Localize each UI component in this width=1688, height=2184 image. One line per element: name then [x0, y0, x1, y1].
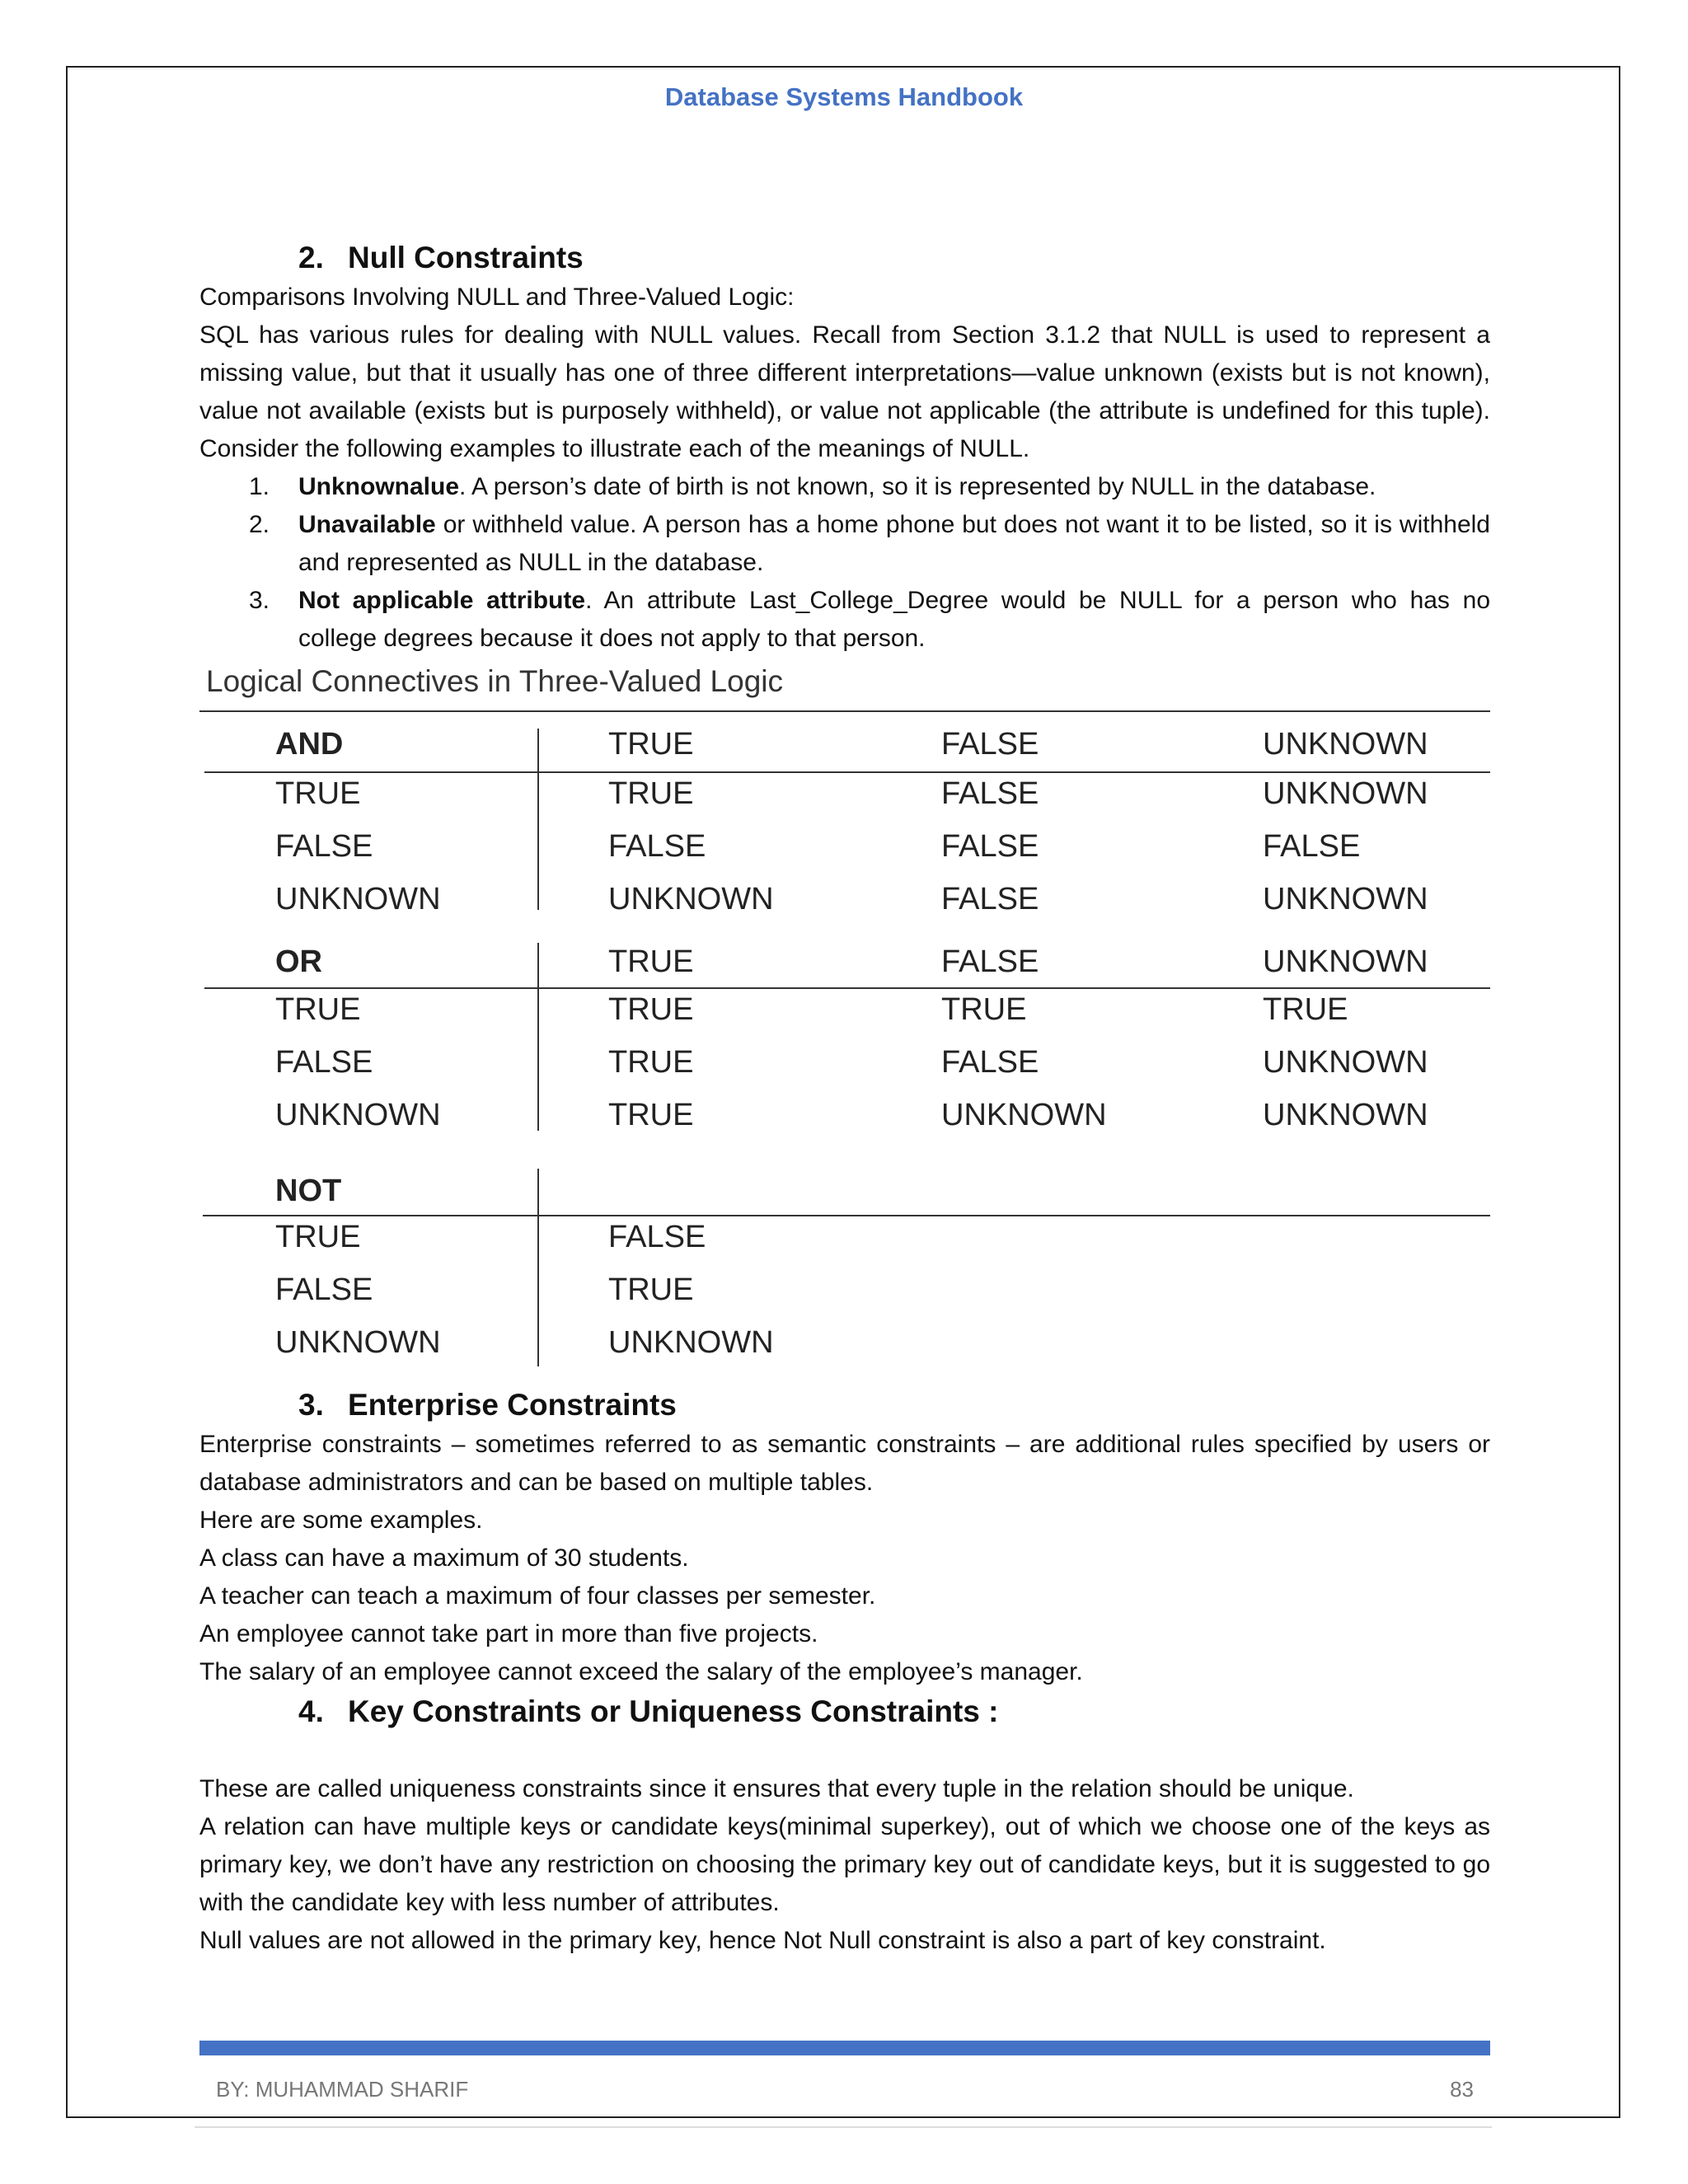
table-cell: FALSE: [608, 1220, 706, 1254]
table-cell: FALSE: [608, 829, 706, 864]
list-number: 3.: [249, 587, 270, 614]
table-cell: UNKNOWN: [1263, 882, 1428, 916]
page-bottom-rule: [195, 2126, 1492, 2128]
paragraph: A class can have a maximum of 30 students.: [199, 1544, 689, 1572]
table-cell: TRUE: [275, 776, 361, 811]
table-cell: UNKNOWN: [1263, 944, 1428, 979]
footer-bar: [199, 2041, 1490, 2055]
table-cell: TRUE: [608, 727, 694, 762]
table-cell: NOT: [275, 1174, 342, 1208]
list-item: [199, 506, 1490, 582]
handbook-title: Database Systems Handbook: [664, 82, 1024, 111]
table-cell: FALSE: [941, 727, 1039, 762]
table-cell: UNKNOWN: [275, 1098, 441, 1132]
paragraph: SQL has various rules for dealing with NULL values. Recall from Section 3.1.2 that NULL is used to represent a missing value, but that it usually has one of three different interpretations—value unknown (exists but is not known), value not available (exists but is purposely withheld), or value not applicable (the attribute is undefined for this tuple). Consider the following examples to illustrate each of the meanings of NULL.: [199, 321, 1490, 462]
table-cell: FALSE: [941, 1045, 1039, 1080]
table-cell: FALSE: [941, 776, 1039, 811]
table-cell: TRUE: [608, 992, 694, 1027]
table-cell: OR: [275, 944, 322, 979]
list-text: . An attribute Last_College_Degree would be NULL for a person who has no college degrees because it does not apply to that person.: [298, 587, 1491, 652]
list-text: or withheld value. A person has a home phone but does not want it to be listed, so it is withheld and represented as NULL in the database.: [298, 511, 1490, 576]
list-term: Unknownalue: [298, 473, 460, 500]
table-cell: FALSE: [941, 829, 1039, 864]
table-cell: FALSE: [275, 1045, 373, 1080]
column-divider: [537, 943, 539, 1131]
table-cell: TRUE: [608, 1272, 694, 1307]
paragraph: These are called uniqueness constraints since it ensures that every tuple in the relation should be unique.: [199, 1775, 1354, 1802]
table-cell: TRUE: [608, 1045, 694, 1080]
list-term: Not applicable attribute: [298, 587, 586, 614]
paragraph: An employee cannot take part in more than five projects.: [199, 1620, 818, 1647]
table-cell: AND: [275, 727, 344, 762]
footer-author: BY: MUHAMMAD SHARIF: [216, 2077, 469, 2102]
page-number: 83: [1450, 2077, 1474, 2102]
table-cell: UNKNOWN: [275, 882, 441, 916]
paragraph: A relation can have multiple keys or candidate keys(minimal superkey), out of which we choose one of the keys as primary key, we don’t have any restriction on choosing the primary key out of candidate keys, but it is suggested to go with the candidate key with less number of attributes.: [199, 1813, 1490, 1916]
table-cell: TRUE: [941, 992, 1027, 1027]
table-cell: TRUE: [1263, 992, 1348, 1027]
section-heading-key-constraints: [298, 1691, 1490, 1732]
table-cell: UNKNOWN: [608, 882, 774, 916]
section-number: 4.: [298, 1694, 324, 1728]
column-divider: [537, 729, 539, 910]
section-title: Enterprise Constraints: [348, 1388, 677, 1422]
list-item: [199, 582, 1490, 658]
table-cell: UNKNOWN: [1263, 1098, 1428, 1132]
logic-figure-title: Logical Connectives in Three-Valued Logic: [206, 664, 784, 698]
table-cell: FALSE: [941, 944, 1039, 979]
list-item: [199, 468, 1490, 506]
paragraph: The salary of an employee cannot exceed the salary of the employee’s manager.: [199, 1658, 1083, 1685]
page-content: [199, 237, 1490, 1960]
paragraph: Null values are not allowed in the primary key, hence Not Null constraint is also a part of key constraint.: [199, 1927, 1326, 1954]
list-number: 1.: [249, 473, 270, 500]
table-cell: UNKNOWN: [275, 1325, 441, 1360]
list-term: Unavailable: [298, 511, 436, 538]
paragraph: Here are some examples.: [199, 1507, 483, 1534]
table-cell: FALSE: [275, 1272, 373, 1307]
paragraph: Comparisons Involving NULL and Three-Valued Logic:: [199, 284, 795, 311]
and-truth-table: [199, 712, 1490, 935]
header-divider: [204, 771, 1490, 773]
paragraph: A teacher can teach a maximum of four classes per semester.: [199, 1582, 876, 1610]
table-cell: UNKNOWN: [1263, 776, 1428, 811]
list-number: 2.: [249, 511, 270, 538]
null-meaning-list: [199, 468, 1490, 658]
column-divider: [537, 1169, 539, 1366]
table-cell: FALSE: [1263, 829, 1361, 864]
table-cell: UNKNOWN: [1263, 727, 1428, 762]
paragraph: Enterprise constraints – sometimes referred to as semantic constraints – are additional rules specified by users or database administrators and can be based on multiple tables.: [199, 1431, 1490, 1496]
section-heading-null-constraints: [298, 237, 1490, 279]
table-cell: TRUE: [275, 992, 361, 1027]
list-text: . A person’s date of birth is not known, so it is represented by NULL in the database.: [459, 473, 1376, 500]
table-cell: UNKNOWN: [608, 1325, 774, 1360]
table-cell: FALSE: [275, 829, 373, 864]
table-cell: UNKNOWN: [1263, 1045, 1428, 1080]
section-number: 3.: [298, 1388, 324, 1422]
table-cell: FALSE: [941, 882, 1039, 916]
section-heading-enterprise-constraints: [298, 1385, 1490, 1426]
not-truth-table: [199, 1169, 1490, 1385]
or-truth-table: [199, 935, 1490, 1169]
header-divider: [203, 1215, 1490, 1216]
table-cell: TRUE: [275, 1220, 361, 1254]
table-cell: TRUE: [608, 1098, 694, 1132]
table-cell: TRUE: [608, 776, 694, 811]
section-number: 2.: [298, 241, 324, 274]
table-cell: TRUE: [608, 944, 694, 979]
section-title: Null Constraints: [348, 241, 584, 274]
table-cell: UNKNOWN: [941, 1098, 1107, 1132]
section-title: Key Constraints or Uniqueness Constraints :: [348, 1694, 999, 1728]
header-divider: [204, 987, 1490, 989]
